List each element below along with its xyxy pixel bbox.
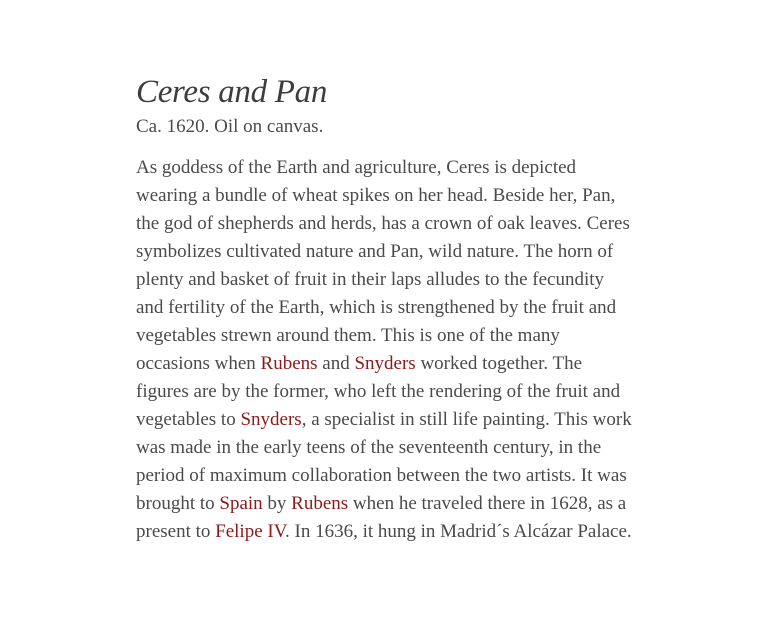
artwork-description-article <box>136 70 636 546</box>
link-snyders[interactable]: Snyders <box>354 353 416 374</box>
link-spain[interactable]: Spain <box>219 493 263 514</box>
description-text-segment: when he traveled there in 1628, as a present to <box>136 493 627 542</box>
description-text-segment: As goddess of the Earth and agriculture, Ceres is depicted wearing a bundle of wheat spikes on her head. Beside her, Pan, the god of shepherds and herds, has a crown of oak leaves. Ceres symbolizes cultivated nature and Pan, wild nature. The horn of plenty and basket of fruit in their laps alludes to the fecundity and fertility of the Earth, which is strengthened by the fruit and vegetables strewn around them. This is one of the many occasions when <box>136 157 630 374</box>
artwork-description-text <box>136 154 634 546</box>
link-snyders[interactable]: Snyders <box>240 409 302 430</box>
link-felipe-iv[interactable]: Felipe IV <box>215 521 285 542</box>
link-rubens[interactable]: Rubens <box>260 353 318 374</box>
artwork-subtitle: Ca. 1620. Oil on canvas. <box>136 116 324 137</box>
description-text-segment: . In 1636, it hung in Madrid´s Alcázar Palace. <box>285 521 632 542</box>
description-text-segment: and <box>317 353 355 374</box>
description-text-segment: worked together. The figures are by the former, who left the rendering of the fruit and vegetables to <box>136 353 621 430</box>
link-rubens[interactable]: Rubens <box>291 493 349 514</box>
description-text-segment: by <box>262 493 292 514</box>
description-text-segment: , a specialist in still life painting. This work was made in the early teens of the seventeenth century, in the period of maximum collaboration between the two artists. It was brought to <box>136 409 632 514</box>
artwork-title: Ceres and Pan <box>136 74 328 110</box>
